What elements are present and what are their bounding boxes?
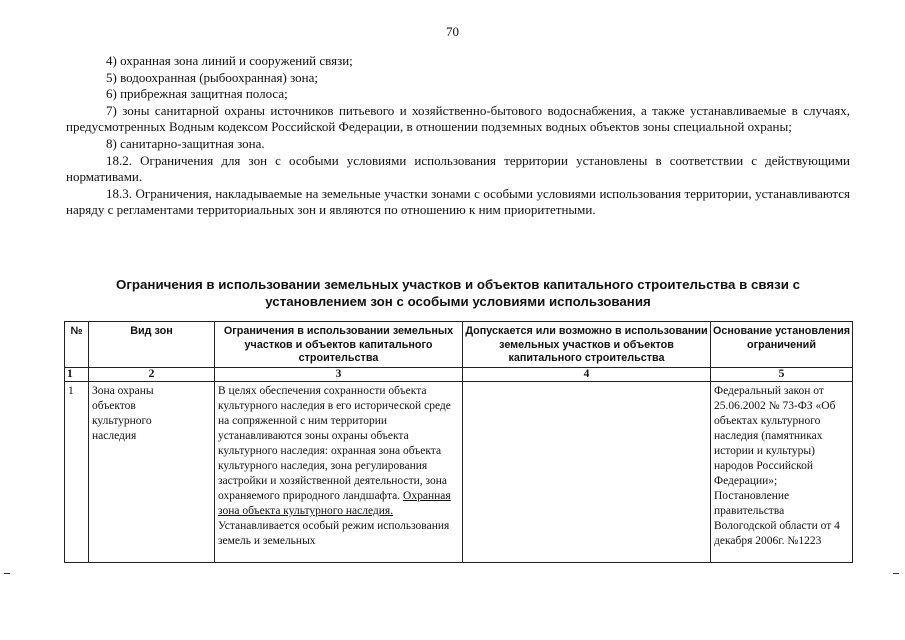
zone-type-text: Зона охраны объектов культурного наследия — [92, 384, 154, 442]
column-number: 3 — [215, 367, 463, 381]
paragraph: 18.2. Ограничения для зон с особыми условиями использования территории установлены в соответствии с действующими нормативами. — [66, 152, 850, 185]
allowed-cell — [463, 381, 711, 562]
row-number: 1 — [65, 381, 89, 562]
table-row — [65, 381, 853, 562]
column-number: 4 — [463, 367, 711, 381]
column-number: 5 — [711, 367, 853, 381]
restrictions-table — [64, 321, 853, 563]
header-zone-type: Вид зон — [89, 322, 215, 368]
list-item: 6) прибрежная защитная полоса; — [106, 86, 288, 102]
list-item: 7) зоны санитарной охраны источников питьевого и хозяйственно-бытового водоснабжения, а также устанавливаемые в случаях, предусмотренных Водным кодексом Российской Федерации, в отношении подземных водных объектов зоны специальной охраны; — [66, 102, 850, 135]
list-item: 8) санитарно-защитная зона. — [106, 135, 265, 151]
page-edge-mark — [893, 573, 899, 574]
list-item: 5) водоохранная (рыбоохранная) зона; — [106, 69, 318, 85]
body-text — [66, 53, 850, 219]
column-number: 2 — [89, 367, 215, 381]
header-basis: Основание установления ограничений — [711, 322, 853, 368]
page-number: 70 — [446, 24, 459, 39]
zone-type-cell — [89, 381, 215, 562]
table-header-row — [65, 322, 853, 368]
page-edge-mark — [4, 573, 10, 574]
basis-cell: Федеральный закон от 25.06.2002 № 73-ФЗ «Об объектах культурного наследия (памятниках истории и культуры) народов Российской Федерации»; Постановление правительства Вологодской области от 4 декабря 2006г. №1223 — [711, 381, 853, 562]
column-number-row — [65, 367, 853, 381]
restrictions-tail: Устанавливается особый режим использования земель и земельных — [218, 520, 450, 548]
paragraph: 18.3. Ограничения, накладываемые на земельные участки зонами с особыми условиями использования территории, устанавливаются наряду с регламентами территориальных зон и являются по отношению к ним приоритетными. — [66, 185, 850, 218]
restrictions-cell — [215, 381, 463, 562]
protected-zone-link-text: Охранная зона объекта культурного наследия. — [218, 490, 451, 518]
column-number: 1 — [65, 367, 89, 381]
list-item: 4) охранная зона линий и сооружений связи; — [106, 53, 353, 68]
restrictions-text: В целях обеспечения сохранности объекта культурного наследия в его исторической среде на сопряженной с ним территории устанавливаются зоны охраны объекта культурного наследия: охранная зона объекта культурного наследия, зона регулирования застройки и хозяйственной деятельности, зона охраняемого природного ландшафта. — [218, 384, 451, 503]
table-title: Ограничения в использовании земельных участков и объектов капитального строительства в связи с установлением зон с особыми условиями использования — [116, 277, 800, 309]
header-restrictions: Ограничения в использовании земельных участков и объектов капитального строительства — [215, 322, 463, 368]
header-number: № — [65, 322, 89, 368]
header-allowed: Допускается или возможно в использовании земельных участков и объектов капитального строительства — [463, 322, 711, 368]
